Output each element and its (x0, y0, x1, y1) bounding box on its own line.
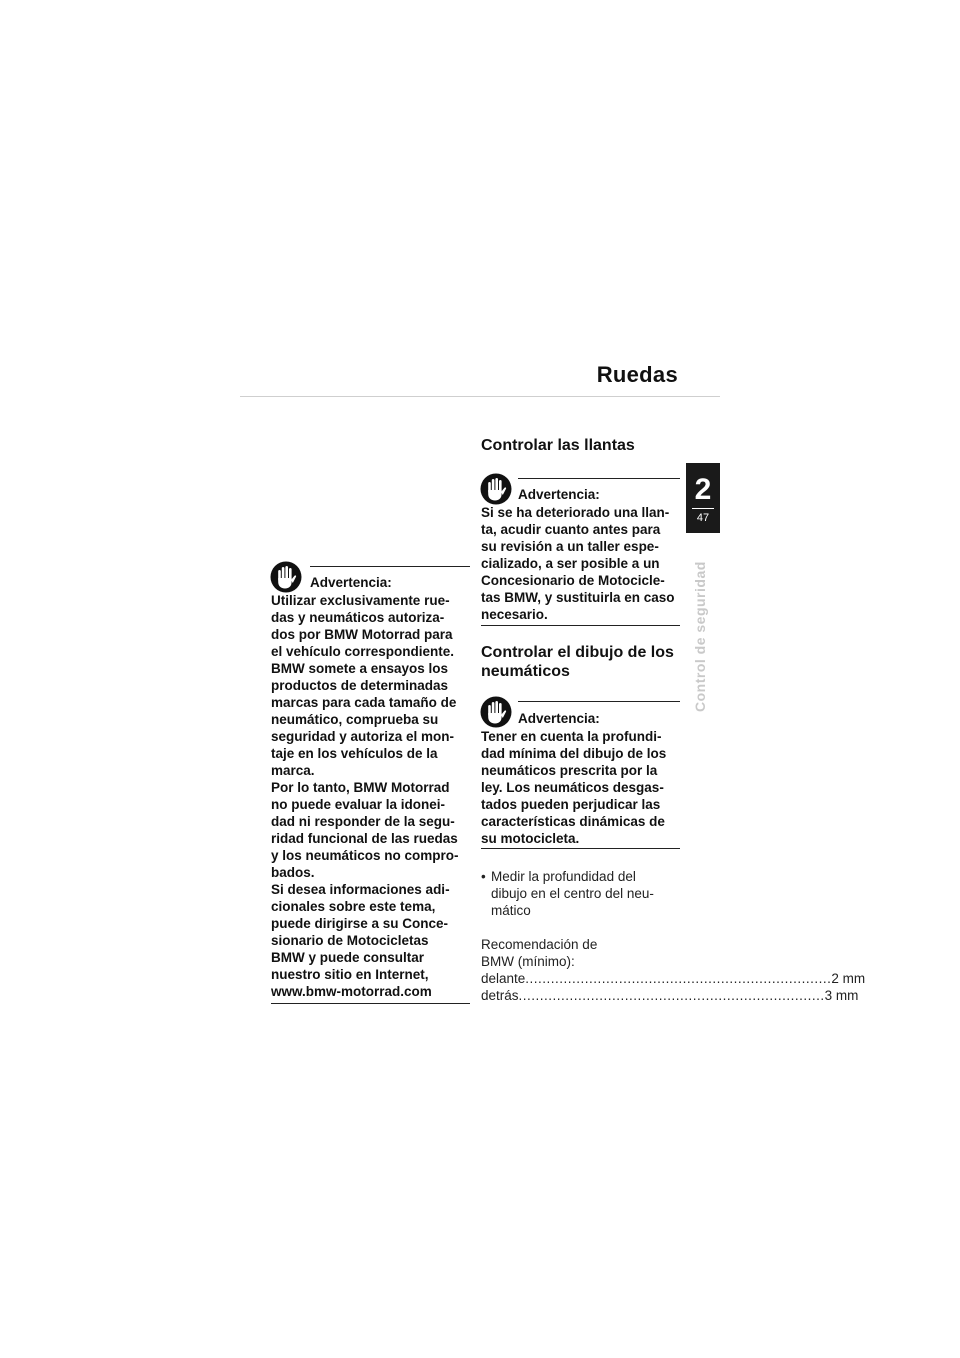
chapter-number: 2 (694, 473, 712, 506)
chapter-tab-divider (692, 508, 714, 509)
warning-top-rule (518, 701, 680, 702)
warning-label: Advertencia: (518, 711, 600, 726)
warning-text: Si se ha deteriorado una llan- ta, acudir cuanto antes para su revisión a un taller espe- cializado, a ser posible a un Concesionario de Motocicle- tas BMW, y sustituirla en caso necesario. (481, 505, 675, 622)
warning-label: Advertencia: (518, 487, 600, 502)
chapter-tab (686, 463, 720, 533)
warning-bottom-rule (271, 1003, 470, 1004)
recommendation-text: Recomendación de BMW (mínimo): (481, 937, 598, 969)
spec-label: delante (481, 971, 526, 986)
warning-text: Tener en cuenta la profundi- dad mínima del dibujo de los neumáticos prescrita por la ley. Los neumáticos desgas- tados pueden perjudicar las características dinámicas de su motocicleta. (481, 729, 667, 846)
warning-bottom-rule (481, 848, 680, 849)
warning-text: Utilizar exclusivamente rue- das y neumáticos autoriza- dos por BMW Motorrad para el vehículo correspondiente. BMW somete a ensayos los productos de determinadas marcas para cada tamaño de neumático, comprueba su seguridad y autoriza el mon- taje en los vehículos de la marca. Por lo tanto, BMW Motorrad no puede evaluar la idonei- dad ni responder de la segu- ridad funcional de las ruedas y los neumáticos no compro- bados. Si desea informaciones adi- cionales sobre este tema, puede dirigirse a su Conce- sionario de Motocicletas BMW y puede consultar nuestro sitio en Internet, www.bmw-motorrad.com (271, 593, 459, 999)
title-divider (240, 396, 720, 397)
spec-label: detrás (481, 988, 519, 1003)
bullet-icon: • (481, 869, 486, 884)
hand-stop-icon (480, 695, 512, 729)
warning-top-rule (310, 566, 470, 567)
warning-label: Advertencia: (310, 575, 392, 590)
page-number: 47 (696, 512, 710, 524)
hand-stop-icon (480, 472, 512, 506)
list-item (481, 868, 681, 919)
spec-row-rear (481, 987, 859, 1004)
bullet-text: Medir la profundidad del dibujo en el centro del neu- mático (491, 869, 654, 918)
warning-bottom-rule (481, 625, 680, 626)
section-heading-dibujo: Controlar el dibujo de los neumáticos (481, 644, 674, 680)
warning-top-rule (518, 478, 680, 479)
page-title: Ruedas (596, 362, 678, 387)
spec-value: 3 mm (824, 988, 859, 1003)
hand-stop-icon (270, 560, 302, 594)
spec-leader-dots: ........................................................................ (525, 971, 832, 986)
chapter-side-label: Control de seguridad (692, 561, 708, 712)
spec-value: 2 mm (831, 971, 866, 986)
section-heading-llantas: Controlar las llantas (481, 437, 635, 454)
spec-row-front (481, 970, 866, 987)
spec-leader-dots: ........................................................................ (518, 988, 825, 1003)
